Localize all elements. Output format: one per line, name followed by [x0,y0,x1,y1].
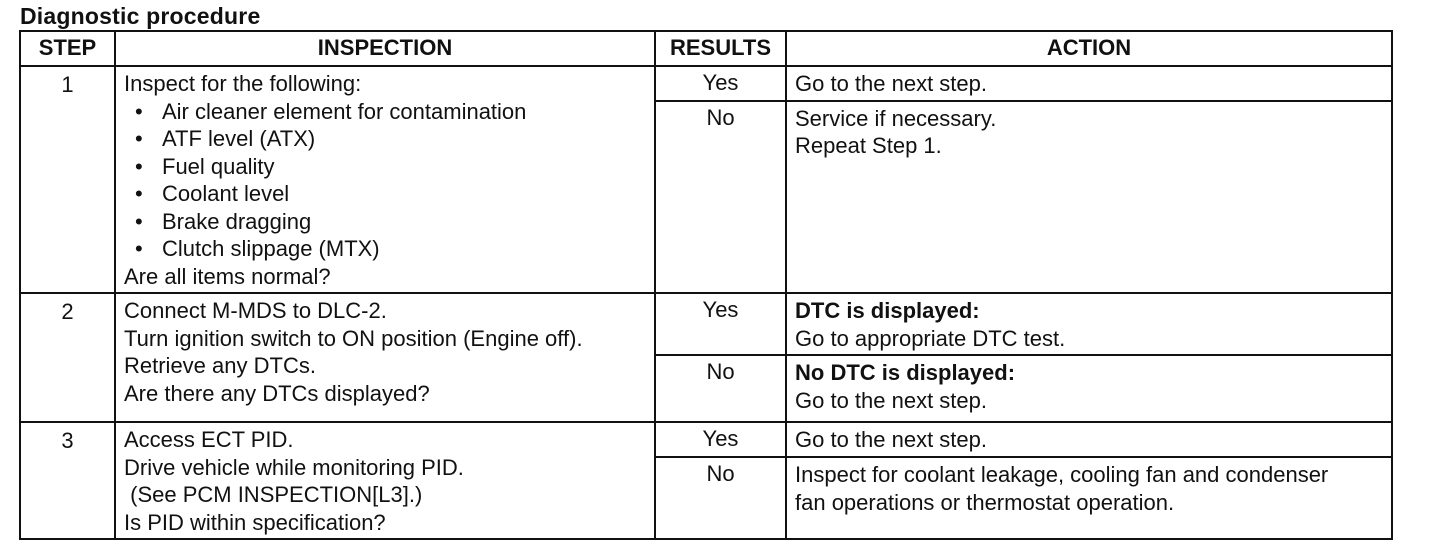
inspection-line: Retrieve any DTCs. [124,353,316,378]
action-cell [786,101,1392,293]
result-cell: Yes [655,422,786,457]
inspection-line: Are there any DTCs displayed? [124,380,430,406]
list-item: • Coolant level [124,180,646,208]
inspection-cell [115,293,655,422]
inspection-line: (See PCM INSPECTION[L3].) [124,482,423,507]
page-title: Diagnostic procedure [20,3,261,29]
action-text: Service if necessary. [795,105,997,131]
action-text: Go to the next step. [795,71,988,96]
action-text: fan operations or thermostat operation. [795,489,1175,515]
header-step: STEP [20,31,115,66]
action-text: Go to the next step. [795,387,988,413]
header-action: ACTION [786,31,1392,66]
table-row [20,422,1392,457]
action-text: Go to the next step. [795,427,988,452]
action-cell [786,422,1392,457]
step-number: 2 [20,293,115,422]
inspection-item-list [124,98,646,263]
list-item: • ATF level (ATX) [124,125,646,153]
action-text: Go to appropriate DTC test. [795,325,1066,351]
inspection-cell [115,422,655,539]
header-row [20,31,1392,66]
action-cell [786,293,1392,355]
action-text: Repeat Step 1. [795,133,942,159]
step-number: 3 [20,422,115,539]
result-cell: No [655,101,786,293]
list-item: • Clutch slippage (MTX) [124,235,646,263]
result-cell: Yes [655,293,786,355]
inspection-cell [115,66,655,293]
result-cell: No [655,355,786,422]
list-item: • Air cleaner element for contamination [124,98,646,126]
inspection-line: Access ECT PID. [124,427,294,452]
list-item: • Brake dragging [124,208,646,236]
table-row [20,293,1392,355]
inspection-intro: Inspect for the following: [124,71,362,96]
result-cell: Yes [655,66,786,101]
action-heading: DTC is displayed: [795,298,980,323]
action-cell [786,66,1392,101]
action-text: Inspect for coolant leakage, cooling fan and condenser [795,462,1329,488]
table-row [20,66,1392,101]
header-results: RESULTS [655,31,786,66]
inspection-line: Drive vehicle while monitoring PID. [124,454,464,480]
list-item: • Fuel quality [124,153,646,181]
action-cell [786,457,1392,539]
diagnostic-table [19,30,1393,540]
inspection-question: Are all items normal? [124,263,331,289]
header-inspection: INSPECTION [115,31,655,66]
action-heading: No DTC is displayed: [795,360,1016,385]
step-number: 1 [20,66,115,293]
action-cell [786,355,1392,422]
inspection-line: Turn ignition switch to ON position (Engine off). [124,325,583,351]
inspection-line: Is PID within specification? [124,509,386,535]
result-cell: No [655,457,786,539]
inspection-line: Connect M-MDS to DLC-2. [124,298,387,323]
